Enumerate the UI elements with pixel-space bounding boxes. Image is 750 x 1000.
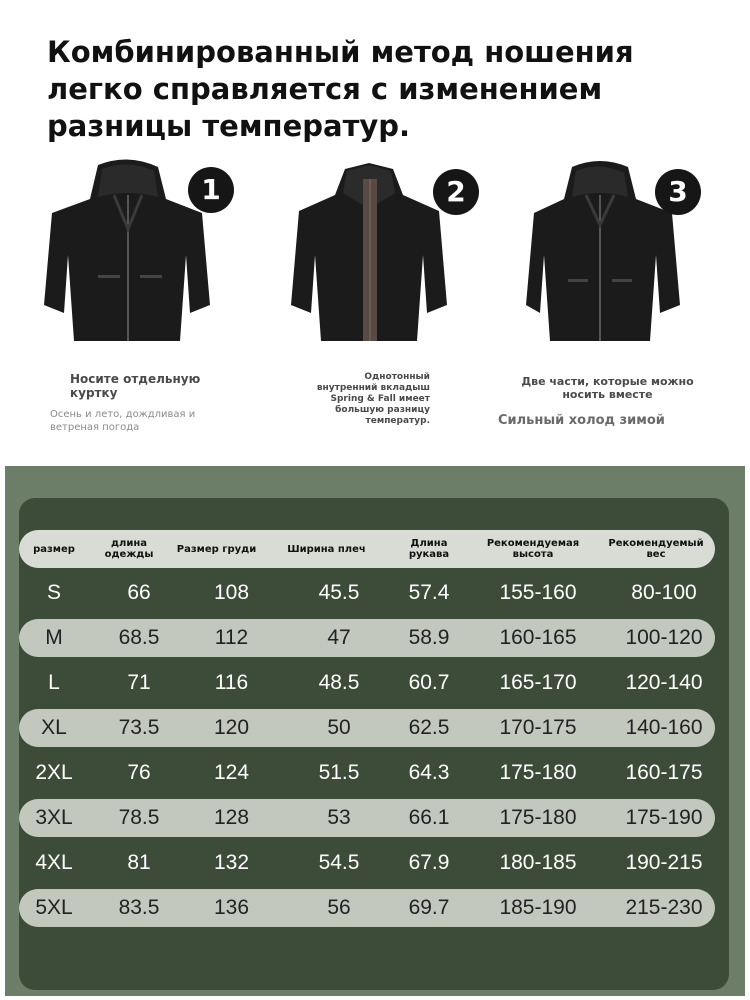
table-cell: 160-175: [625, 761, 703, 784]
method-card-1: [40, 155, 270, 455]
method-title-line: куртку: [70, 386, 118, 400]
table-cell: 175-190: [625, 806, 703, 829]
table-cell: 155-160: [499, 581, 577, 604]
size-label-cell: 5XL: [35, 896, 73, 919]
table-cell: 54.5: [318, 851, 360, 874]
size-label-cell: L: [48, 671, 60, 694]
table-header-cell: [169, 530, 264, 568]
method-title: [295, 372, 430, 427]
method-title-line: Носите отдельную: [70, 372, 201, 386]
headline-line: легко справляется с изменением: [47, 72, 603, 106]
table-cell: 108: [213, 581, 250, 604]
table-header-cell: [264, 530, 389, 568]
table-cell: 180-185: [499, 851, 577, 874]
table-cell: 170-175: [499, 716, 577, 739]
table-cell: 56: [327, 896, 351, 919]
step-number-badge: 2: [433, 169, 479, 215]
method-subtitle-line: Сильный холод зимой: [498, 413, 665, 428]
method-title-line: носить вместе: [562, 388, 653, 401]
table-cell: 81: [127, 851, 151, 874]
table-header-line: Рекомендуемый: [608, 538, 704, 549]
table-cell: 69.7: [408, 896, 450, 919]
table-cell: 76: [127, 761, 151, 784]
table-header-line: размер: [33, 543, 75, 555]
table-header-line: высота: [512, 549, 554, 560]
table-cell: 136: [213, 896, 250, 919]
headline-line: разницы температур.: [47, 109, 411, 143]
size-chart-panel: [5, 466, 745, 996]
table-row: [19, 709, 715, 747]
table-cell: 140-160: [625, 716, 703, 739]
table-cell: 160-165: [499, 626, 577, 649]
method-title: [70, 372, 200, 400]
method-title-line: Однотонный: [364, 372, 430, 382]
step-number-badge: 3: [655, 169, 701, 215]
table-cell: 62.5: [408, 716, 450, 739]
table-cell: 68.5: [118, 626, 160, 649]
table-header-cell: [89, 530, 169, 568]
method-subtitle-line: Осень и лето, дождливая и: [50, 409, 196, 420]
table-cell: 66.1: [408, 806, 450, 829]
method-subtitle: [50, 408, 195, 434]
table-header-line: вес: [646, 549, 666, 560]
table-cell: 175-180: [499, 761, 577, 784]
table-cell: 116: [214, 671, 249, 694]
headline: [47, 34, 727, 145]
table-header-cell: [19, 530, 89, 568]
table-cell: 73.5: [118, 716, 160, 739]
size-label-cell: 2XL: [35, 761, 73, 784]
size-label-cell: XL: [41, 716, 67, 739]
table-cell: 71: [127, 671, 151, 694]
table-header-line: одежды: [104, 549, 154, 560]
size-label-cell: M: [45, 626, 63, 649]
table-row: [19, 844, 715, 882]
table-cell: 120: [213, 716, 250, 739]
method-title-line: Spring & Fall имеет: [330, 394, 430, 404]
method-subtitle-line: ветреная погода: [50, 422, 140, 433]
table-cell: 48.5: [318, 671, 360, 694]
table-row: [19, 754, 715, 792]
table-row: [19, 574, 715, 612]
headline-line: Комбинированный метод ношения: [47, 35, 634, 69]
method-subtitle: [498, 413, 665, 428]
table-row: [19, 889, 715, 927]
method-card-3: [498, 155, 750, 455]
table-cell: 124: [213, 761, 250, 784]
table-header-line: рукава: [408, 549, 450, 560]
method-title-line: внутренний вкладыш: [316, 383, 430, 393]
size-label-cell: S: [46, 581, 61, 604]
table-header-cell: [389, 530, 469, 568]
table-cell: 53: [327, 806, 351, 829]
table-header-row: [19, 530, 715, 568]
table-cell: 128: [213, 806, 250, 829]
method-title-line: температур.: [365, 416, 430, 426]
table-row: [19, 664, 715, 702]
method-card-2: [285, 155, 515, 455]
table-cell: 67.9: [408, 851, 450, 874]
table-cell: 66: [127, 581, 151, 604]
method-title-line: Две части, которые можно: [521, 375, 694, 388]
table-cell: 190-215: [625, 851, 703, 874]
table-cell: 185-190: [499, 896, 577, 919]
method-title-line: большую разницу: [335, 405, 430, 415]
table-header-line: Размер груди: [176, 543, 257, 555]
table-cell: 175-180: [499, 806, 577, 829]
table-cell: 47: [327, 626, 351, 649]
table-header-cell: [469, 530, 597, 568]
method-title: [500, 375, 715, 401]
table-cell: 45.5: [318, 581, 360, 604]
table-cell: 60.7: [408, 671, 450, 694]
table-cell: 83.5: [118, 896, 160, 919]
table-header-cell: [597, 530, 715, 568]
table-cell: 80-100: [631, 581, 697, 604]
table-cell: 120-140: [625, 671, 703, 694]
size-label-cell: 3XL: [35, 806, 73, 829]
size-label-cell: 4XL: [35, 851, 73, 874]
table-cell: 112: [214, 626, 249, 649]
table-cell: 100-120: [625, 626, 703, 649]
table-cell: 165-170: [499, 671, 577, 694]
table-cell: 132: [213, 851, 250, 874]
table-cell: 78.5: [118, 806, 160, 829]
table-cell: 50: [327, 716, 351, 739]
table-header-line: Длина: [410, 538, 448, 549]
table-header-line: длина: [110, 538, 148, 549]
table-header-line: Ширина плеч: [287, 543, 366, 555]
table-cell: 57.4: [408, 581, 450, 604]
table-cell: 215-230: [625, 896, 703, 919]
table-row: [19, 799, 715, 837]
step-number-badge: 1: [188, 167, 234, 213]
table-cell: 64.3: [408, 761, 450, 784]
size-chart-table: [19, 498, 729, 990]
table-row: [19, 619, 715, 657]
table-cell: 58.9: [408, 626, 450, 649]
table-header-line: Рекомендуемая: [486, 538, 580, 549]
table-cell: 51.5: [318, 761, 360, 784]
